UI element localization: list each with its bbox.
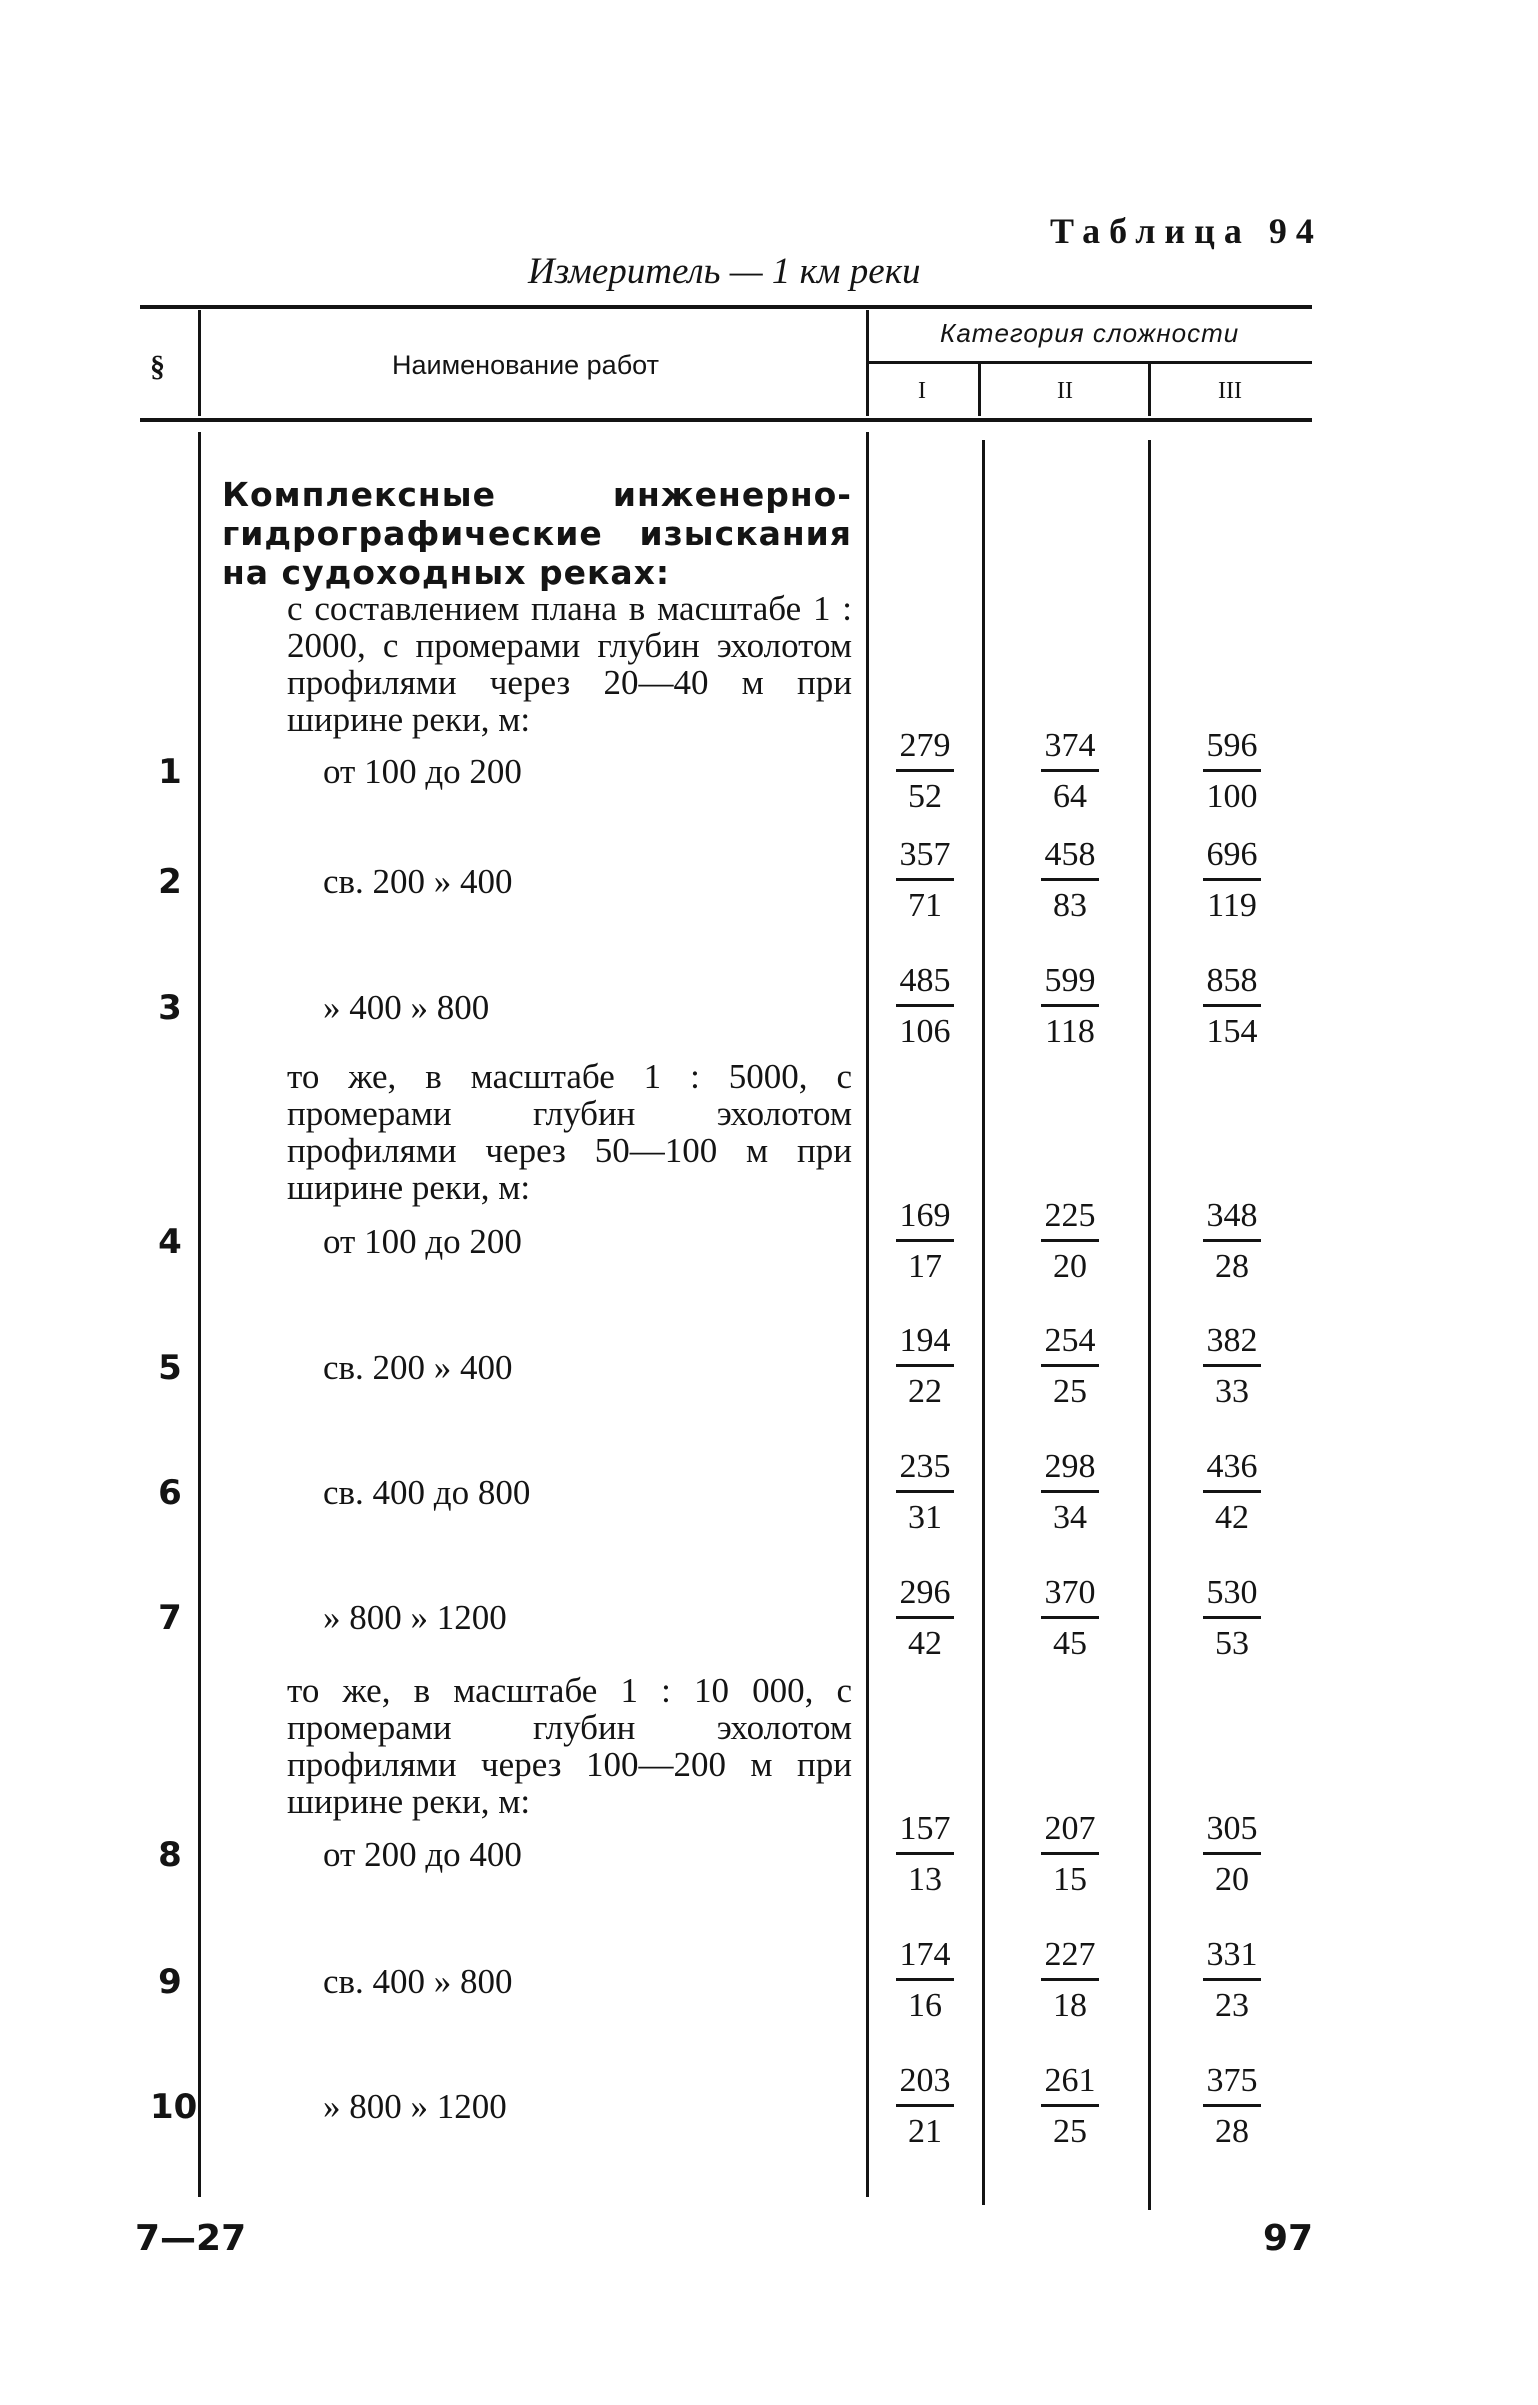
row-label: св. 200 » 400 <box>323 1348 513 1387</box>
row-label: от 200 до 400 <box>323 1835 522 1874</box>
value-cat-1: 203 21 <box>870 2060 980 2153</box>
row-number: 4 <box>158 1222 182 1262</box>
row-label: » 800 » 1200 <box>323 2087 507 2126</box>
table-title: Таблица 94 <box>1050 211 1323 251</box>
row-number: 9 <box>158 1962 182 2002</box>
row-number: 6 <box>158 1473 182 1513</box>
body-vline-cat2 <box>1148 440 1151 2210</box>
header-category-1: I <box>918 378 926 404</box>
value-cat-3: 382 33 <box>1177 1320 1287 1413</box>
row-label: св. 400 до 800 <box>323 1473 531 1512</box>
row-label: » 800 » 1200 <box>323 1598 507 1637</box>
section-heading: Комплексные инженерно-гидрографические изыскания на судоходных реках: <box>222 475 852 592</box>
header-top-rule <box>140 305 1312 309</box>
row-label: от 100 до 200 <box>323 1222 522 1261</box>
subsection-scale-5000: то же, в масштабе 1 : 5000, с промерами глубин эхолотом профилями через 50—100 м при ширине реки, м: <box>287 1057 852 1207</box>
value-cat-2: 227 18 <box>1015 1934 1125 2027</box>
value-cat-3: 436 42 <box>1177 1446 1287 1539</box>
row-number: 1 <box>158 752 182 792</box>
header-vline-num <box>198 310 201 416</box>
value-cat-2: 261 25 <box>1015 2060 1125 2153</box>
value-cat-2: 254 25 <box>1015 1320 1125 1413</box>
row-label: » 400 » 800 <box>323 988 490 1027</box>
header-section-sign: § <box>150 350 165 383</box>
value-cat-2: 458 83 <box>1015 834 1125 927</box>
value-cat-3: 375 28 <box>1177 2060 1287 2153</box>
value-cat-3: 858 154 <box>1177 960 1287 1053</box>
row-number: 8 <box>158 1835 182 1875</box>
subsection-scale-10000: то же, в масштабе 1 : 10 000, с промерами глубин эхолотом профилями через 100—200 м при ширине реки, м: <box>287 1671 852 1821</box>
value-cat-1: 174 16 <box>870 1934 980 2027</box>
footer-signature-mark: 7—27 <box>135 2218 247 2259</box>
header-category-title: Категория сложности <box>940 318 1240 348</box>
value-cat-1: 157 13 <box>870 1808 980 1901</box>
row-number: 2 <box>158 862 182 902</box>
subsection-scale-2000: с составлением плана в масштабе 1 : 2000, с промерами глубин эхолотом профилями через 20—40 м при ширине реки, м: <box>287 589 852 739</box>
row-number: 7 <box>158 1598 182 1638</box>
value-cat-3: 530 53 <box>1177 1572 1287 1665</box>
header-bottom-rule <box>140 418 1312 422</box>
value-cat-2: 370 45 <box>1015 1572 1125 1665</box>
row-label: от 100 до 200 <box>323 752 522 791</box>
value-cat-1: 296 42 <box>870 1572 980 1665</box>
body-vline-cat1 <box>982 440 985 2205</box>
header-category-2: II <box>1057 378 1073 404</box>
value-cat-3: 696 119 <box>1177 834 1287 927</box>
value-cat-2: 207 15 <box>1015 1808 1125 1901</box>
body-vline-name <box>866 432 869 2197</box>
category-divider-rule <box>868 361 1312 364</box>
value-cat-3: 348 28 <box>1177 1195 1287 1288</box>
value-cat-1: 194 22 <box>870 1320 980 1413</box>
header-vline-cat2 <box>1148 364 1151 416</box>
row-number: 5 <box>158 1348 182 1388</box>
value-cat-1: 357 71 <box>870 834 980 927</box>
value-cat-1: 169 17 <box>870 1195 980 1288</box>
value-cat-2: 298 34 <box>1015 1446 1125 1539</box>
value-cat-2: 599 118 <box>1015 960 1125 1053</box>
value-cat-1: 235 31 <box>870 1446 980 1539</box>
header-work-name: Наименование работ <box>392 350 659 380</box>
body-vline-num <box>198 432 201 2197</box>
value-cat-3: 331 23 <box>1177 1934 1287 2027</box>
unit-caption: Измеритель — 1 км реки <box>528 251 921 292</box>
page-number: 97 <box>1263 2218 1314 2259</box>
value-cat-2: 374 64 <box>1015 725 1125 818</box>
row-number: 10 <box>150 2087 198 2127</box>
row-number: 3 <box>158 988 182 1028</box>
row-label: св. 400 » 800 <box>323 1962 513 2001</box>
value-cat-2: 225 20 <box>1015 1195 1125 1288</box>
value-cat-3: 596 100 <box>1177 725 1287 818</box>
header-category-3: III <box>1218 378 1242 404</box>
value-cat-3: 305 20 <box>1177 1808 1287 1901</box>
value-cat-1: 485 106 <box>870 960 980 1053</box>
value-cat-1: 279 52 <box>870 725 980 818</box>
row-label: св. 200 » 400 <box>323 862 513 901</box>
